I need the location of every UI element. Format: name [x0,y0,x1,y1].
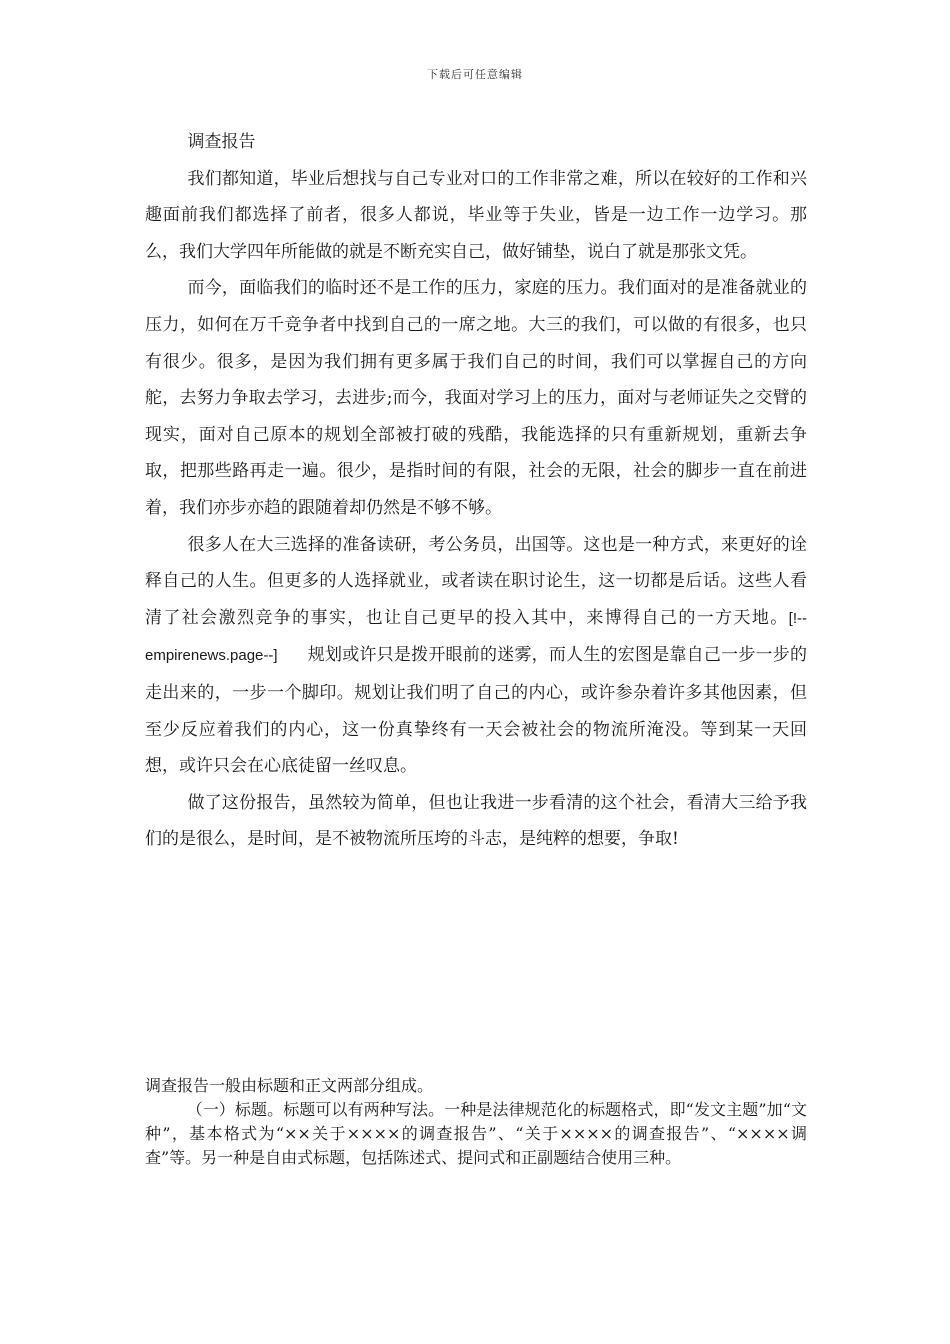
report-paragraph-1: 我们都知道，毕业后想找与自己专业对口的工作非常之难，所以在较好的工作和兴趣面前我们都选择了前者，很多人都说，毕业等于失业，皆是一边工作一边学习。那么，我们大学四年所能做的就是不断充实自己，做好铺垫，说白了就是那张文凭。 [145,168,807,262]
report-body [145,124,807,858]
report-paragraph-4: 做了这份报告，虽然较为简单，但也让我进一步看清的这个社会，看清大三给予我们的是很么，是时间，是不被物流所压垮的斗志，是纯粹的想要，争取! [145,792,807,850]
page-header-note: 下载后可任意编辑 [427,68,523,81]
page-break-marker: [!--empirenews.page--] [145,609,807,665]
guide-intro: 调查报告一般由标题和正文两部分组成。 [145,1076,434,1095]
report-paragraph-2: 而今，面临我们的临时还不是工作的压力，家庭的压力。我们面对的是准备就业的压力，如何在万千竞争者中找到自己的一席之地。大三的我们，可以做的有很多，也只有很少。很多，是因为我们拥有更多属于我们自己的时间，我们可以掌握自己的方向舵，去努力争取去学习，去进步;而今，我面对学习上的压力，面对与老师证失之交臂的现实，面对自己原本的规划全部被打破的残酷，我能选择的只有重新规划，重新去争取，把那些路再走一遍。很少，是指时间的有限，社会的无限，社会的脚步一直在前进着，我们亦步亦趋的跟随着却仍然是不够不够。 [145,278,807,518]
report-paragraph-3-part-2: 规划或许只是拨开眼前的迷雾，而人生的宏图是靠自己一步一步的走出来的，一步一个脚印。规划让我们明了自己的内心，或许参杂着许多其他因素，但至少反应着我们的内心，这一份真挚终有一天会被社会的物流所淹没。等到某一天回想，或许只会在心底徒留一丝叹息。 [145,645,807,777]
guide-section [145,1074,807,1170]
report-title: 调查报告 [187,132,256,152]
report-paragraph-3-part-1: 很多人在大三选择的准备读研，考公务员，出国等。这也是一种方式，来更好的诠释自己的人生。但更多的人选择就业，或者读在职讨论生，这一切都是后话。这些人看清了社会激烈竞争的事实，也让自己更早的投入其中，来博得自己的一方天地。 [145,534,807,628]
guide-item-title: （一）标题。标题可以有两种写法。一种是法律规范化的标题格式，即“发文主题”加“文种”，基本格式为“××关于××××的调查报告”、“关于××××的调查报告”、“××××调查”等。另一种是自由式标题，包括陈述式、提问式和正副题结合使用三种。 [145,1100,807,1167]
report-paragraph-3 [145,527,807,785]
